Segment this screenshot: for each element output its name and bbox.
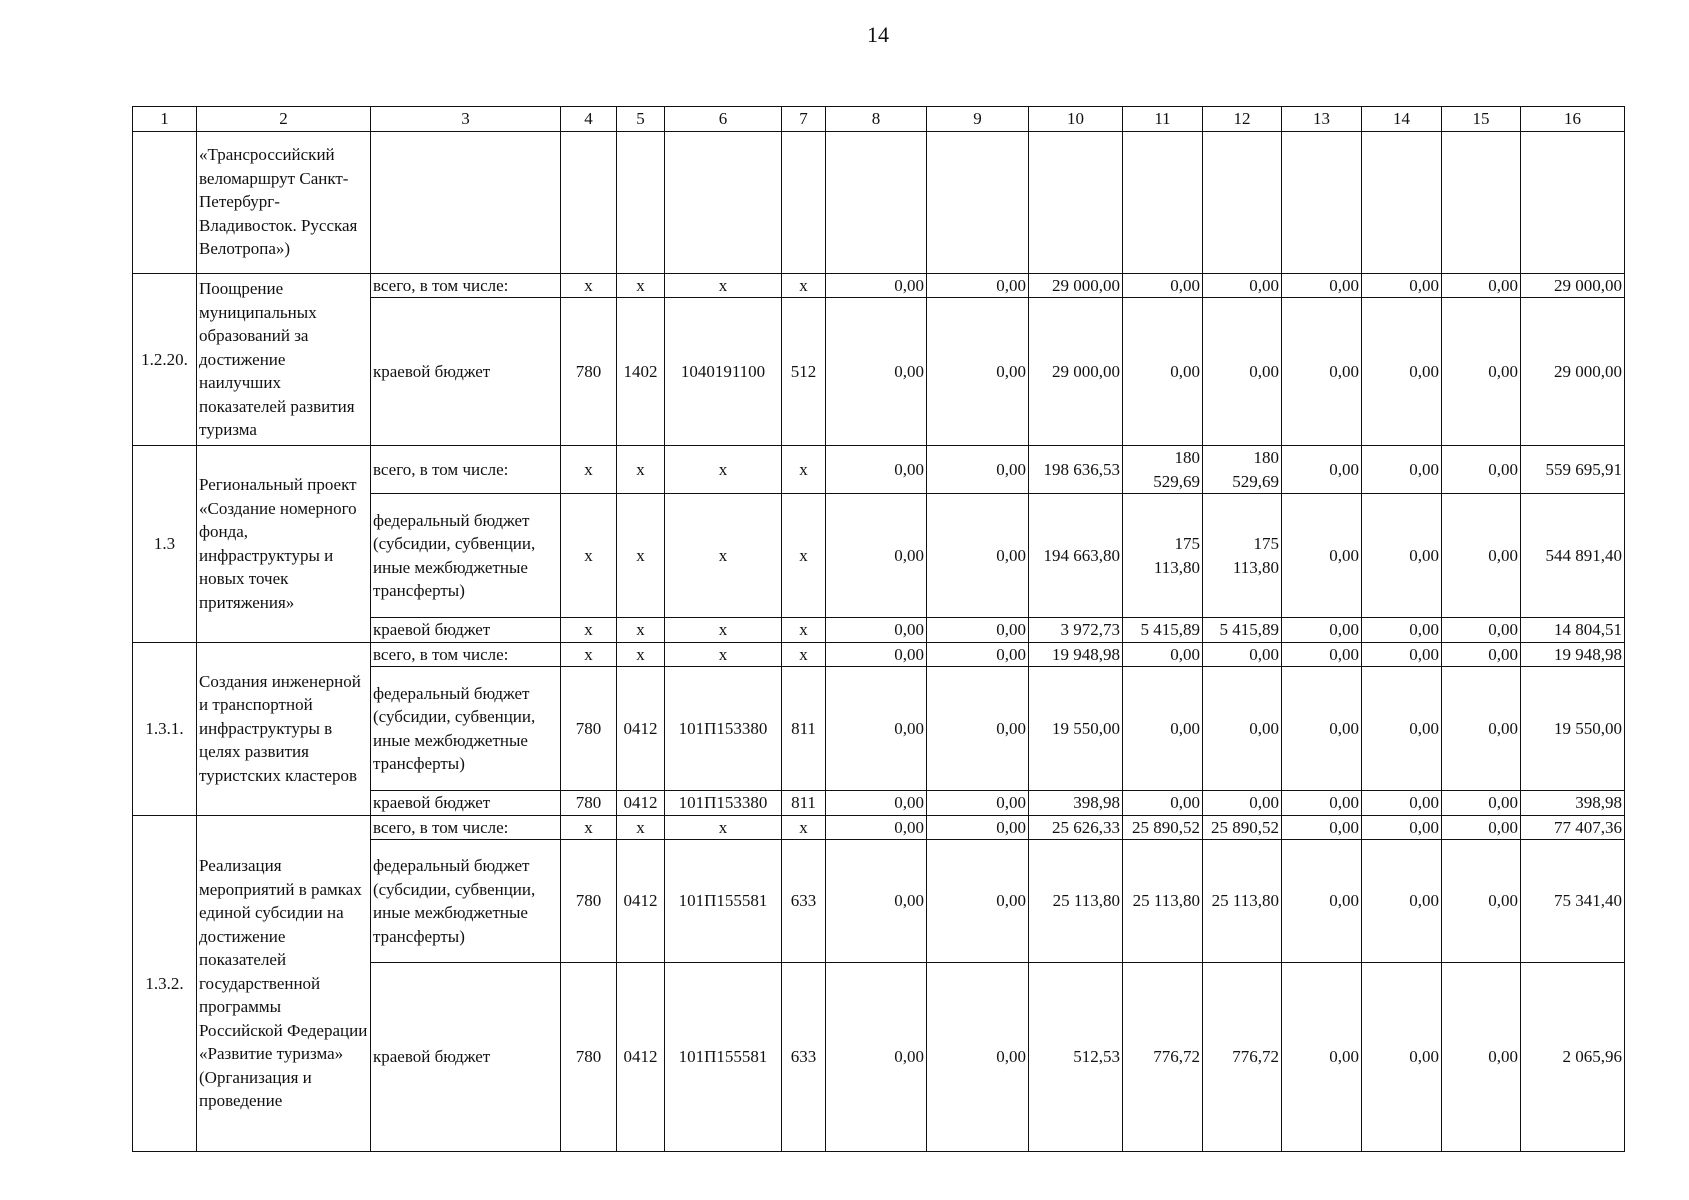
column-header: 7: [782, 107, 826, 132]
code-cell: х: [617, 618, 665, 643]
amount-cell: 3 972,73: [1029, 618, 1123, 643]
empty-cell: [617, 131, 665, 273]
funding-source: федеральный бюджет (субсидии, субвенции, иные межбюджетные трансферты): [371, 840, 561, 963]
header-row: [133, 107, 1625, 132]
amount-cell: 77 407,36: [1521, 815, 1625, 840]
amount-cell: 25 626,33: [1029, 815, 1123, 840]
code-cell: х: [617, 494, 665, 618]
empty-cell: [371, 131, 561, 273]
code-cell: х: [617, 642, 665, 667]
column-header: 12: [1203, 107, 1282, 132]
code-cell: х: [617, 815, 665, 840]
code-cell: 633: [782, 963, 826, 1152]
table-row: [133, 815, 1625, 840]
code-cell: 811: [782, 791, 826, 816]
amount-cell: 0,00: [1442, 273, 1521, 298]
amount-cell: 0,00: [927, 618, 1029, 643]
empty-cell: [1362, 131, 1442, 273]
amount-cell: 0,00: [1362, 791, 1442, 816]
code-cell: х: [617, 446, 665, 494]
empty-cell: [1203, 131, 1282, 273]
code-cell: 0412: [617, 791, 665, 816]
amount-cell: 0,00: [1362, 273, 1442, 298]
amount-cell: 0,00: [1442, 667, 1521, 791]
code-cell: х: [782, 642, 826, 667]
code-cell: х: [782, 815, 826, 840]
continuation-row: [133, 131, 1625, 273]
amount-cell: 5 415,89: [1203, 618, 1282, 643]
amount-cell: 0,00: [826, 963, 927, 1152]
code-cell: 0412: [617, 840, 665, 963]
funding-source: федеральный бюджет (субсидии, субвенции, иные межбюджетные трансферты): [371, 667, 561, 791]
amount-cell: 0,00: [1362, 642, 1442, 667]
code-cell: 1402: [617, 298, 665, 446]
amount-cell: 0,00: [1362, 815, 1442, 840]
empty-cell: [1282, 131, 1362, 273]
amount-cell: 25 890,52: [1123, 815, 1203, 840]
amount-cell: 75 341,40: [1521, 840, 1625, 963]
row-number: 1.3: [133, 446, 197, 643]
empty-cell: [1029, 131, 1123, 273]
code-cell: 780: [561, 667, 617, 791]
table-row: [133, 273, 1625, 298]
empty-cell: [927, 131, 1029, 273]
amount-cell: 0,00: [1442, 791, 1521, 816]
amount-cell: 0,00: [927, 642, 1029, 667]
code-cell: 512: [782, 298, 826, 446]
amount-cell: 180 529,69: [1123, 446, 1203, 494]
amount-cell: 0,00: [1282, 618, 1362, 643]
code-cell: 780: [561, 963, 617, 1152]
amount-cell: 0,00: [1123, 273, 1203, 298]
column-header: 3: [371, 107, 561, 132]
amount-cell: 0,00: [826, 298, 927, 446]
amount-cell: 0,00: [1282, 791, 1362, 816]
amount-cell: 544 891,40: [1521, 494, 1625, 618]
funding-source: краевой бюджет: [371, 791, 561, 816]
amount-cell: 25 113,80: [1123, 840, 1203, 963]
code-cell: 633: [782, 840, 826, 963]
funding-source: краевой бюджет: [371, 618, 561, 643]
amount-cell: 0,00: [1362, 840, 1442, 963]
row-number: 1.3.1.: [133, 642, 197, 815]
code-cell: х: [665, 446, 782, 494]
amount-cell: 559 695,91: [1521, 446, 1625, 494]
code-cell: х: [665, 642, 782, 667]
amount-cell: 0,00: [1203, 667, 1282, 791]
column-header: 1: [133, 107, 197, 132]
amount-cell: 776,72: [1203, 963, 1282, 1152]
column-header: 14: [1362, 107, 1442, 132]
amount-cell: 0,00: [1282, 667, 1362, 791]
funding-source: краевой бюджет: [371, 963, 561, 1152]
table-row: [133, 446, 1625, 494]
amount-cell: 0,00: [927, 667, 1029, 791]
activity-name: Региональный проект «Создание номерного фонда, инфраструктуры и новых точек притяжения»: [197, 446, 371, 643]
column-header: 9: [927, 107, 1029, 132]
amount-cell: 398,98: [1029, 791, 1123, 816]
amount-cell: 0,00: [1282, 298, 1362, 446]
code-cell: 811: [782, 667, 826, 791]
empty-cell: [665, 131, 782, 273]
empty-cell: [1123, 131, 1203, 273]
amount-cell: 0,00: [826, 446, 927, 494]
amount-cell: 0,00: [1282, 840, 1362, 963]
code-cell: х: [561, 618, 617, 643]
amount-cell: 25 113,80: [1029, 840, 1123, 963]
amount-cell: 19 948,98: [1029, 642, 1123, 667]
amount-cell: 0,00: [1282, 494, 1362, 618]
code-cell: 780: [561, 840, 617, 963]
amount-cell: 776,72: [1123, 963, 1203, 1152]
code-cell: х: [561, 815, 617, 840]
amount-cell: 0,00: [1282, 963, 1362, 1152]
column-header: 4: [561, 107, 617, 132]
empty-cell: [561, 131, 617, 273]
amount-cell: 0,00: [1362, 667, 1442, 791]
column-header: 16: [1521, 107, 1625, 132]
activity-name: Поощрение муниципальных образований за достижение наилучших показателей развития туризма: [197, 273, 371, 446]
code-cell: х: [665, 494, 782, 618]
amount-cell: 29 000,00: [1521, 298, 1625, 446]
amount-cell: 0,00: [927, 298, 1029, 446]
code-cell: 0412: [617, 667, 665, 791]
amount-cell: 0,00: [1203, 791, 1282, 816]
empty-cell: [826, 131, 927, 273]
amount-cell: 0,00: [1203, 273, 1282, 298]
empty-cell: [1442, 131, 1521, 273]
amount-cell: 0,00: [1362, 618, 1442, 643]
code-cell: х: [561, 273, 617, 298]
amount-cell: 0,00: [927, 273, 1029, 298]
amount-cell: 0,00: [1442, 642, 1521, 667]
row-number-cell: [133, 131, 197, 273]
code-cell: х: [665, 618, 782, 643]
budget-table: [132, 106, 1625, 1152]
amount-cell: 0,00: [826, 840, 927, 963]
column-header: 13: [1282, 107, 1362, 132]
amount-cell: 29 000,00: [1521, 273, 1625, 298]
amount-cell: 0,00: [927, 963, 1029, 1152]
row-number: 1.2.20.: [133, 273, 197, 446]
code-cell: 101П153380: [665, 791, 782, 816]
amount-cell: 0,00: [826, 618, 927, 643]
amount-cell: 2 065,96: [1521, 963, 1625, 1152]
column-header: 15: [1442, 107, 1521, 132]
amount-cell: 0,00: [927, 815, 1029, 840]
amount-cell: 25 890,52: [1203, 815, 1282, 840]
funding-source: всего, в том числе:: [371, 446, 561, 494]
amount-cell: 19 550,00: [1521, 667, 1625, 791]
code-cell: 1040191100: [665, 298, 782, 446]
code-cell: 0412: [617, 963, 665, 1152]
amount-cell: 0,00: [826, 815, 927, 840]
code-cell: х: [561, 494, 617, 618]
activity-name: «Трансроссийский веломаршрут Санкт-Петербург-Владивосток. Русская Велотропа»): [197, 131, 371, 273]
code-cell: 101П155581: [665, 840, 782, 963]
page-number: 14: [867, 22, 889, 47]
amount-cell: 0,00: [1442, 963, 1521, 1152]
column-header: 6: [665, 107, 782, 132]
row-number: 1.3.2.: [133, 815, 197, 1152]
code-cell: 101П153380: [665, 667, 782, 791]
empty-cell: [1521, 131, 1625, 273]
column-header: 2: [197, 107, 371, 132]
code-cell: 780: [561, 298, 617, 446]
amount-cell: 0,00: [1442, 446, 1521, 494]
code-cell: х: [782, 273, 826, 298]
amount-cell: 512,53: [1029, 963, 1123, 1152]
code-cell: х: [617, 273, 665, 298]
amount-cell: 0,00: [1123, 667, 1203, 791]
amount-cell: 25 113,80: [1203, 840, 1282, 963]
table-body: [133, 107, 1625, 1152]
code-cell: х: [665, 273, 782, 298]
amount-cell: 19 550,00: [1029, 667, 1123, 791]
code-cell: 780: [561, 791, 617, 816]
amount-cell: 198 636,53: [1029, 446, 1123, 494]
amount-cell: 0,00: [1282, 815, 1362, 840]
table-row: [133, 642, 1625, 667]
funding-source: всего, в том числе:: [371, 815, 561, 840]
amount-cell: 0,00: [1442, 298, 1521, 446]
amount-cell: 175 113,80: [1123, 494, 1203, 618]
amount-cell: 0,00: [1203, 642, 1282, 667]
amount-cell: 0,00: [826, 642, 927, 667]
amount-cell: 29 000,00: [1029, 298, 1123, 446]
funding-source: всего, в том числе:: [371, 642, 561, 667]
activity-name: Создания инженерной и транспортной инфраструктуры в целях развития туристских кластеров: [197, 642, 371, 815]
code-cell: х: [782, 618, 826, 643]
column-header: 5: [617, 107, 665, 132]
amount-cell: 0,00: [927, 791, 1029, 816]
activity-name: Реализация мероприятий в рамках единой субсидии на достижение показателей государственной программы Российской Федерации «Развитие туризма» (Организация и проведение: [197, 815, 371, 1152]
funding-source: всего, в том числе:: [371, 273, 561, 298]
amount-cell: 0,00: [1362, 446, 1442, 494]
code-cell: х: [665, 815, 782, 840]
amount-cell: 194 663,80: [1029, 494, 1123, 618]
code-cell: 101П155581: [665, 963, 782, 1152]
amount-cell: 0,00: [1362, 298, 1442, 446]
amount-cell: 0,00: [826, 494, 927, 618]
code-cell: х: [782, 446, 826, 494]
amount-cell: 0,00: [1362, 963, 1442, 1152]
amount-cell: 0,00: [1282, 642, 1362, 667]
amount-cell: 398,98: [1521, 791, 1625, 816]
amount-cell: 5 415,89: [1123, 618, 1203, 643]
amount-cell: 0,00: [1442, 494, 1521, 618]
empty-cell: [782, 131, 826, 273]
amount-cell: 0,00: [1362, 494, 1442, 618]
amount-cell: 0,00: [826, 667, 927, 791]
amount-cell: 0,00: [826, 273, 927, 298]
funding-source: краевой бюджет: [371, 298, 561, 446]
column-header: 8: [826, 107, 927, 132]
amount-cell: 0,00: [1282, 273, 1362, 298]
amount-cell: 0,00: [1442, 840, 1521, 963]
amount-cell: 14 804,51: [1521, 618, 1625, 643]
amount-cell: 19 948,98: [1521, 642, 1625, 667]
amount-cell: 0,00: [826, 791, 927, 816]
amount-cell: 0,00: [1282, 446, 1362, 494]
amount-cell: 0,00: [1442, 618, 1521, 643]
amount-cell: 0,00: [927, 494, 1029, 618]
code-cell: х: [561, 642, 617, 667]
amount-cell: 0,00: [927, 840, 1029, 963]
column-header: 10: [1029, 107, 1123, 132]
amount-cell: 0,00: [927, 446, 1029, 494]
code-cell: х: [561, 446, 617, 494]
amount-cell: 0,00: [1442, 815, 1521, 840]
column-header: 11: [1123, 107, 1203, 132]
code-cell: х: [782, 494, 826, 618]
amount-cell: 0,00: [1203, 298, 1282, 446]
amount-cell: 180 529,69: [1203, 446, 1282, 494]
amount-cell: 0,00: [1123, 791, 1203, 816]
amount-cell: 0,00: [1123, 642, 1203, 667]
funding-source: федеральный бюджет (субсидии, субвенции, иные межбюджетные трансферты): [371, 494, 561, 618]
amount-cell: 0,00: [1123, 298, 1203, 446]
amount-cell: 175 113,80: [1203, 494, 1282, 618]
amount-cell: 29 000,00: [1029, 273, 1123, 298]
